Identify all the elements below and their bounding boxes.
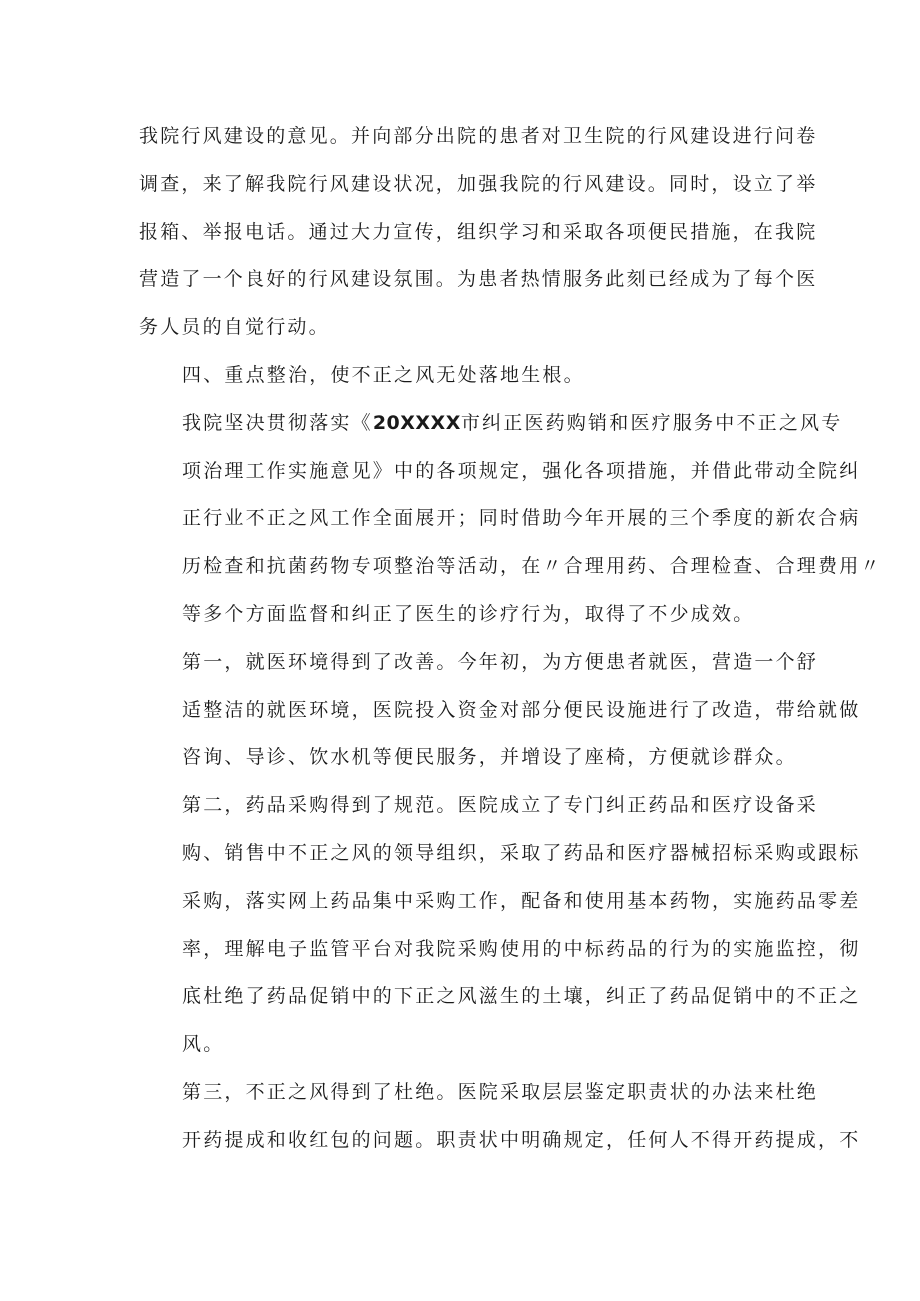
text-line: 务人员的自觉行动。 bbox=[139, 316, 330, 339]
text-line: 购、销售中不正之风的领导组织，采取了药品和医疗器械招标采购或跟标 bbox=[182, 841, 861, 864]
text-line: 正行业不正之风工作全面展开；同时借助今年开展的三个季度的新农合病 bbox=[182, 507, 861, 530]
text-line: 第二，药品采购得到了规范。医院成立了专门纠正药品和医疗设备采 bbox=[182, 794, 819, 817]
paragraph bbox=[139, 352, 789, 400]
text-line: 咨询、导诊、饮水机等便民服务，并增设了座椅，方便就诊群众。 bbox=[182, 746, 797, 769]
text-line: 风。 bbox=[182, 1033, 225, 1056]
text-line: 营造了一个良好的行风建设氛围。为患者热情服务此刻已经成为了每个医 bbox=[139, 268, 818, 291]
text-line: 四、重点整治，使不正之风无处落地生根。 bbox=[182, 363, 585, 386]
text-line: 报箱、举报电话。通过大力宣传，组织学习和采取各项便民措施，在我院 bbox=[139, 220, 818, 243]
paragraph bbox=[139, 113, 818, 352]
document-page bbox=[139, 113, 882, 1165]
paragraph bbox=[139, 782, 861, 1069]
text-line: 底杜绝了药品促销中的下正之风滋生的土壤，纠正了药品促销中的不正之 bbox=[182, 985, 861, 1008]
text-line: 第三，不正之风得到了杜绝。医院采取层层鉴定职责状的办法来杜绝 bbox=[182, 1080, 819, 1103]
text-line: 开药提成和收红包的问题。职责状中明确规定，任何人不得开药提成，不 bbox=[182, 1128, 861, 1151]
text-line: 调查，来了解我院行风建设状况，加强我院的行风建设。同时，设立了举 bbox=[139, 172, 818, 195]
text-line: 采购，落实网上药品集中采购工作，配备和使用基本药物，实施药品零差 bbox=[182, 889, 861, 912]
text-line: 我院行风建设的意见。并向部分出院的患者对卫生院的行风建设进行问卷 bbox=[139, 125, 818, 147]
text-line: 适整洁的就医环境，医院投入资金对部分便民设施进行了改造，带给就做 bbox=[182, 698, 861, 721]
text-line: 项治理工作实施意见》中的各项规定，强化各项措施，并借此带动全院纠 bbox=[182, 459, 861, 482]
paragraph bbox=[139, 639, 861, 782]
document-body bbox=[139, 113, 882, 1165]
text-line: 等多个方面监督和纠正了医生的诊疗行为，取得了不少成效。 bbox=[182, 602, 755, 625]
text-line: 第一，就医环境得到了改善。今年初，为方便患者就医，营造一个舒 bbox=[182, 650, 819, 673]
text-line: 历检查和抗菌药物专项整治等活动，在〃合理用药、合理检查、合理费用〃 bbox=[182, 555, 882, 578]
paragraph bbox=[139, 400, 882, 639]
paragraph bbox=[139, 1069, 861, 1165]
text-line: 我院坚决贯彻落实《20XXXX市纠正医药购销和医疗服务中不正之风专 bbox=[182, 411, 843, 434]
text-line: 率，理解电子监管平台对我院采购使用的中标药品的行为的实施监控，彻 bbox=[182, 937, 861, 960]
